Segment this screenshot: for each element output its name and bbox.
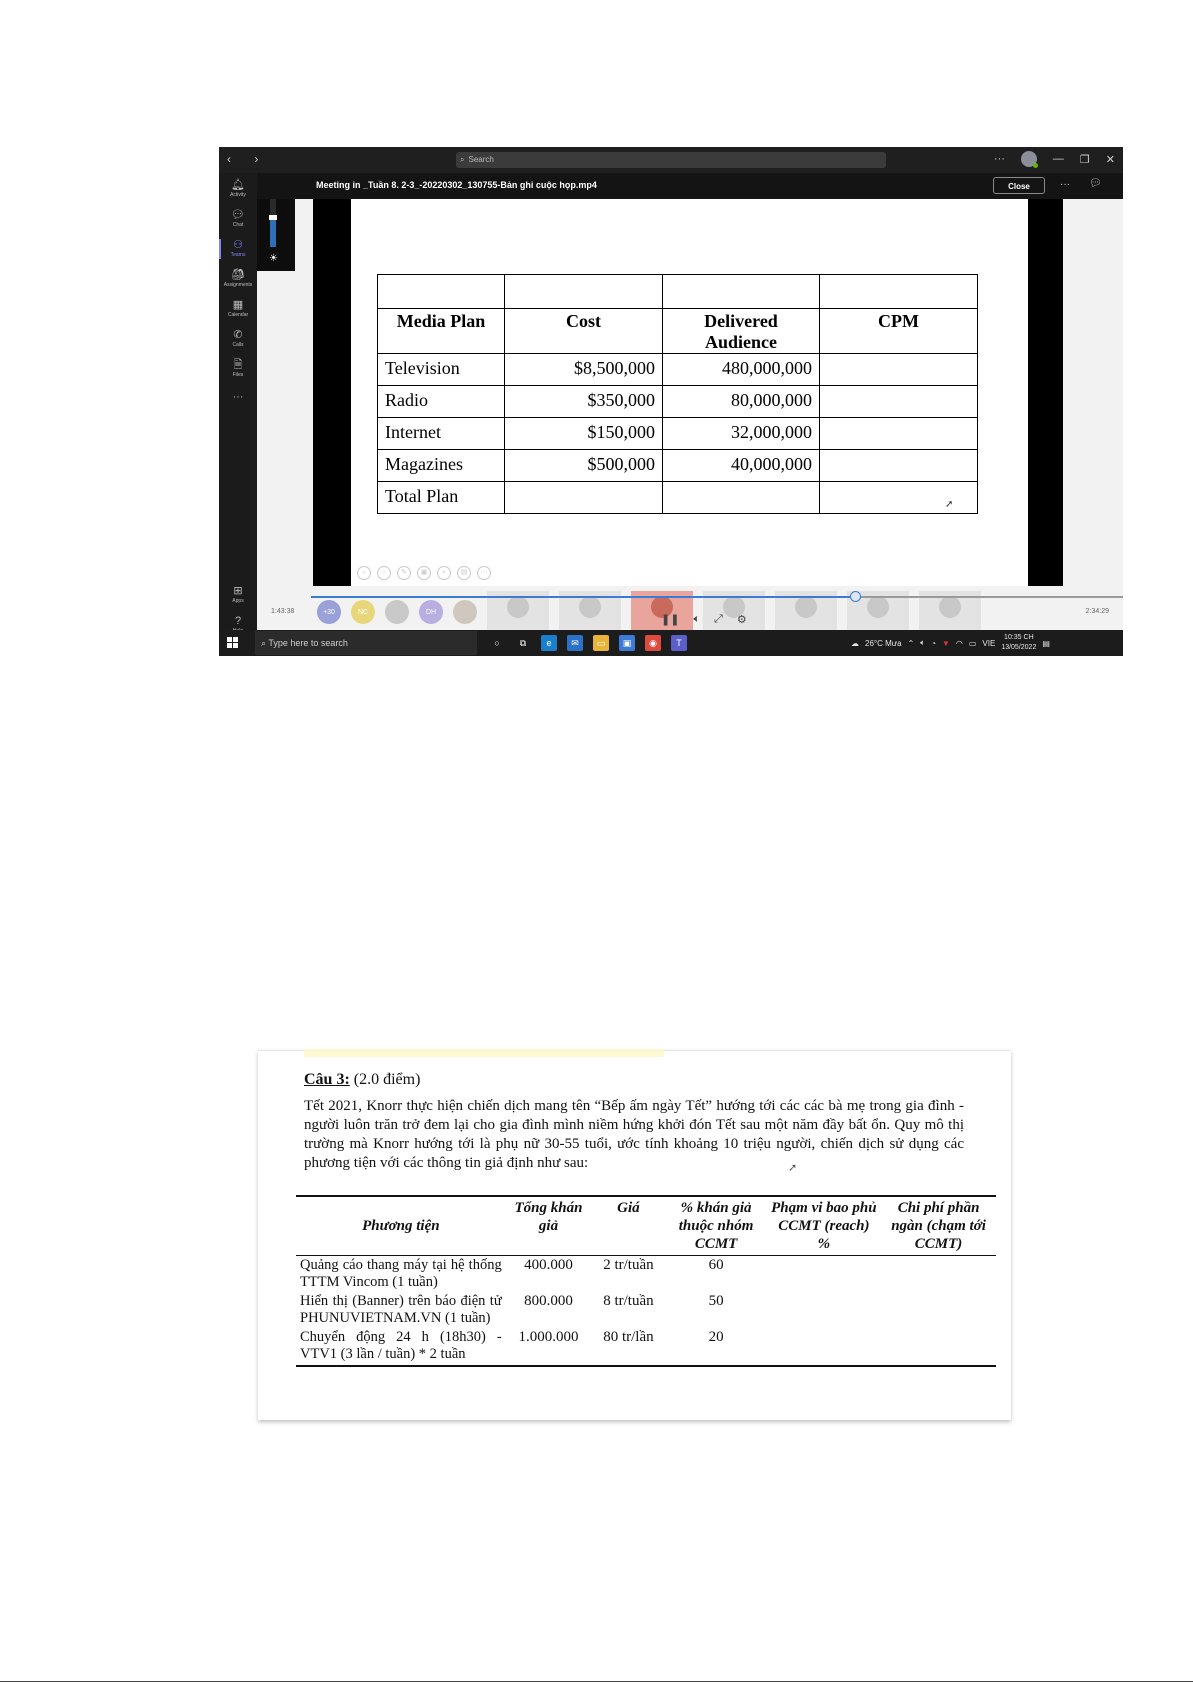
weather-icon[interactable]: ☁ (851, 638, 859, 648)
slide-toolbar (357, 566, 491, 580)
seek-bar[interactable] (311, 596, 1123, 598)
file-explorer-icon[interactable]: ▭ (593, 635, 609, 651)
rail-files[interactable]: 🗎 Files (219, 359, 257, 378)
rail-chat[interactable]: 💬︎ Chat (219, 209, 257, 228)
table-row: Radio $350,000 80,000,000 (378, 386, 978, 418)
question-heading (304, 1071, 964, 1089)
volume-icon[interactable]: 🔈︎ (693, 613, 701, 625)
fullscreen-icon[interactable]: ⤢ (714, 613, 723, 625)
rail-activity[interactable]: 🔔︎ Activity (219, 179, 257, 198)
restore-icon[interactable]: ❐ (1079, 153, 1090, 166)
presentation-slide (351, 199, 1028, 586)
teams-icon: ⚇ (233, 239, 243, 251)
player-controls (661, 613, 747, 626)
meeting-title: Meeting in _Tuần 8. 2-3_-20220302_130755-Bản ghi cuộc họp.mp4 (316, 180, 597, 190)
mail-icon[interactable]: ✉ (567, 635, 583, 651)
antivirus-icon[interactable]: ▼ (941, 638, 950, 648)
calendar-icon: ▦ (232, 299, 244, 311)
taskbar-search-placeholder: Type here to search (268, 638, 348, 648)
avatar[interactable]: NC (351, 600, 375, 624)
header-cpm: Chi phí phần ngàn (chạm tới CCMT) (881, 1196, 996, 1256)
volume-panel[interactable] (257, 199, 295, 271)
clock-date: 13/05/2022 (1001, 644, 1037, 651)
exam-question-image (258, 1050, 1011, 1420)
page-bottom-rule (0, 1681, 1193, 1682)
question-points: (2.0 điểm) (353, 1071, 421, 1088)
taskbar-apps (489, 635, 687, 651)
store-icon[interactable]: ▣ (619, 635, 635, 651)
zoom-icon[interactable]: ⌕ (437, 566, 451, 580)
rail-teams[interactable]: ⚇ Teams (219, 239, 257, 258)
rail-assignments[interactable]: 🎒︎ Assignments (219, 269, 257, 288)
avatar[interactable]: DH (419, 600, 443, 624)
seek-progress (311, 596, 855, 598)
notifications-icon[interactable]: ▤ (1042, 638, 1050, 648)
more-icon[interactable]: ⋯ (477, 566, 491, 580)
teams-app-icon[interactable]: T (671, 635, 687, 651)
header-cost: Cost (505, 309, 663, 354)
subtitles-icon[interactable]: ▤ (457, 566, 471, 580)
wifi-icon[interactable]: ◠ (955, 638, 963, 648)
volume-level (270, 219, 276, 247)
media-plan-table (377, 274, 978, 514)
header-gia: Giá (591, 1196, 665, 1256)
more-icon: ··· (232, 391, 244, 403)
taskbar-search-input[interactable] (255, 631, 477, 655)
close-button[interactable]: Close (993, 177, 1045, 194)
window-controls (994, 151, 1115, 167)
avatar (795, 596, 817, 618)
question-label: Câu 3: (304, 1071, 350, 1088)
cortana-icon[interactable]: ○ (494, 638, 500, 648)
calls-icon: ✆ (233, 329, 243, 341)
help-icon: ? (234, 615, 242, 627)
language-indicator[interactable]: VIE (982, 638, 996, 648)
chat-icon: 💬︎ (231, 209, 245, 221)
avatar (939, 596, 961, 618)
table-row: Quảng cáo thang máy tại hệ thống TTTM Vincom (1 tuần) 400.000 2 tr/tuần 60 (300, 1257, 724, 1290)
table-row: Hiển thị (Banner) trên báo điện tử PHUNUVIETNAM.VN (1 tuần) 800.000 8 tr/tuần 50 (300, 1293, 724, 1326)
battery-icon[interactable]: ▭ (968, 638, 977, 648)
media-info-table (296, 1195, 996, 1367)
table-row: Total Plan (378, 482, 978, 514)
next-slide-icon[interactable]: › (377, 566, 391, 580)
search-icon: ⌕ (460, 155, 465, 164)
question-paragraph: Tết 2021, Knorr thực hiện chiến dịch mang tên “Bếp ấm ngày Tết” hướng tới các các bà mẹ trong gia đình - người luôn trăn trở đem lại cho gia đình mình niềm hứng khởi đón Tết sau một năm đầy bất ổn. Quy mô thị trường mà Knorr hướng tới là phụ nữ 30-55 tuổi, ước tính khoảng 10 triệu người, chiến dịch sử dụng các phương tiện với các thông tin giả định như sau: (304, 1098, 964, 1171)
search-icon: ⌕ (261, 638, 269, 648)
chrome-icon[interactable]: ◉ (645, 635, 661, 651)
brightness-icon[interactable]: ☀ (269, 253, 278, 264)
header-tong-khan-gia: Tổng khán giả (506, 1196, 592, 1256)
header-cpm: CPM (820, 309, 978, 354)
time-total: 2:34:29 (1085, 608, 1109, 615)
clock[interactable] (1001, 633, 1036, 653)
more-options-icon[interactable]: ··· (993, 153, 1005, 165)
slides-icon[interactable]: ▣ (417, 566, 431, 580)
avatar[interactable] (453, 600, 477, 624)
avatar[interactable] (385, 600, 409, 624)
search-input[interactable] (456, 152, 886, 168)
teams-window (219, 147, 1123, 656)
table-header-row (378, 309, 978, 354)
system-tray (851, 630, 1050, 656)
minimize-icon[interactable]: — (1052, 153, 1064, 165)
participant-count-avatar[interactable]: +30 (317, 600, 341, 624)
weather-text[interactable]: 26°C Mưa (865, 638, 902, 648)
windows-taskbar (219, 630, 1123, 656)
avatar (579, 596, 601, 618)
prev-slide-icon[interactable]: ‹ (357, 566, 371, 580)
mouse-cursor-icon: ➚ (788, 1162, 798, 1174)
header-reach: Phạm vi bao phủ CCMT (reach) % (767, 1196, 882, 1256)
table-row: Chuyển động 24 h (18h30) - VTV1 (3 lần / tuần) * 2 tuần 1.000.000 80 tr/lần 20 (296, 1328, 996, 1366)
rail-calls[interactable]: ✆ Calls (219, 329, 257, 348)
video-player[interactable] (257, 199, 1123, 656)
app-rail (219, 173, 257, 656)
time-elapsed: 1:43:38 (271, 608, 295, 615)
more-options-icon[interactable]: ··· (1060, 179, 1070, 190)
network-icon[interactable]: ◔ (931, 638, 936, 648)
header-media-plan: Media Plan (378, 309, 505, 354)
settings-icon[interactable]: ⚙ (736, 614, 747, 626)
title-bar (219, 147, 1123, 173)
table-row (378, 275, 978, 309)
search-placeholder: Search (468, 155, 494, 164)
task-view-icon[interactable]: ⧉ (519, 638, 527, 648)
apps-icon: ⊞ (233, 585, 243, 597)
avatar (867, 596, 889, 618)
question-body (304, 1071, 964, 1173)
files-icon: 🗎 (233, 359, 243, 371)
header-khan-gia-ccmt: % khán giả thuộc nhóm CCMT (666, 1196, 767, 1256)
table-row: Television $8,500,000 480,000,000 (378, 354, 978, 386)
edge-icon[interactable]: e (541, 635, 557, 651)
chat-icon[interactable]: 💬︎ (1089, 178, 1102, 189)
rail-apps[interactable]: ⊞ Apps (219, 585, 257, 604)
highlight-strip (304, 1049, 664, 1057)
pen-icon[interactable]: ✎ (397, 566, 411, 580)
table-header-row (296, 1196, 996, 1256)
clock-time: 10:35 CH (1004, 634, 1034, 641)
speaker-icon[interactable]: 🔈︎ (920, 638, 926, 647)
close-window-icon[interactable]: ✕ (1105, 153, 1115, 166)
pause-icon[interactable]: ❚❚ (661, 614, 680, 626)
volume-handle[interactable] (269, 215, 277, 220)
meeting-header (257, 173, 1123, 199)
seek-handle[interactable] (850, 591, 861, 602)
mouse-cursor-icon: ➚ (945, 499, 954, 510)
header-delivered-audience: Delivered Audience (663, 309, 820, 354)
table-row: Internet $150,000 32,000,000 (378, 418, 978, 450)
avatar (507, 596, 529, 618)
rail-calendar[interactable]: ▦ Calendar (219, 299, 257, 318)
windows-start-icon[interactable] (227, 637, 239, 649)
assignments-icon: 🎒︎ (231, 269, 245, 281)
header-phuong-tien: Phương tiện (296, 1196, 506, 1256)
bell-icon: 🔔︎ (231, 179, 245, 191)
avatar[interactable] (1021, 151, 1037, 167)
nav-arrows[interactable]: ‹ › (227, 152, 269, 166)
table-row: Magazines $500,000 40,000,000 (378, 450, 978, 482)
rail-more[interactable] (219, 391, 257, 403)
chevron-up-icon[interactable]: ⌃ (907, 638, 915, 648)
